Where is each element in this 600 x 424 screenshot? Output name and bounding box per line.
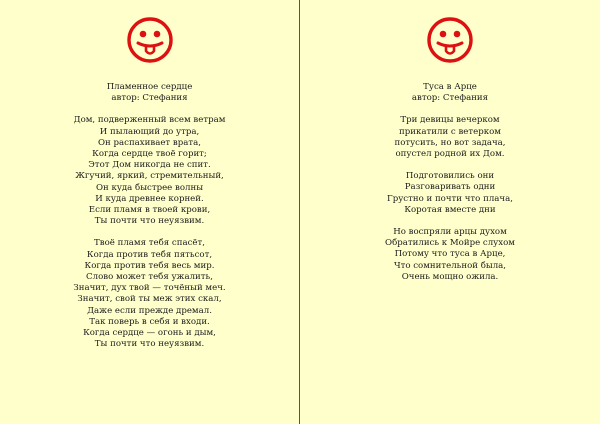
smiley-tongue-icon xyxy=(126,16,174,64)
poem-line: Потому что туса в Арце, xyxy=(394,249,506,260)
poem-line: Значит, свой ты меж этих скал, xyxy=(77,294,222,305)
poem-line: Разговаривать одни xyxy=(404,182,496,193)
poem-line: Коротая вместе дни xyxy=(404,204,496,215)
stanza xyxy=(0,238,299,350)
poem-line: Обратились к Мойре слухом xyxy=(385,238,515,249)
stanza xyxy=(300,115,600,160)
poem-line: Очень мощно ожила. xyxy=(401,271,499,282)
poem-line: Жгучий, яркий, стремительный, xyxy=(75,171,224,182)
poem-title: Пламенное сердце xyxy=(106,82,193,92)
right-page xyxy=(300,0,600,424)
stanza xyxy=(300,171,600,216)
poem-author: автор: Стефания xyxy=(411,93,489,104)
poem-line: Но воспряли арцы духом xyxy=(393,227,507,238)
poem-line: Этот Дом никогда не спит. xyxy=(88,160,211,171)
poem-line: Твоё пламя тебя спасёт, xyxy=(94,238,205,249)
poem-line: потусить, но вот задача, xyxy=(394,137,506,148)
poem-line: И пылающий до утра, xyxy=(99,126,200,137)
poem-line: Три девицы вечерком xyxy=(400,115,500,126)
poem-line: Грустно и почти что плача, xyxy=(387,193,513,204)
poem-line: Значит, дух твой — точёный меч. xyxy=(73,283,226,294)
poem-title: Туса в Арце xyxy=(423,82,477,92)
stanza xyxy=(300,227,600,283)
stanza xyxy=(0,115,299,227)
poem-line: Когда против тебя весь мир. xyxy=(84,260,215,271)
smiley-tongue-icon xyxy=(426,16,474,64)
poem-line: Что сомнительной была, xyxy=(393,260,507,271)
poem-line: И куда древнее корней. xyxy=(95,193,204,204)
poem-author: автор: Стефания xyxy=(111,93,188,104)
poem-line: Даже если прежде дремал. xyxy=(87,305,212,316)
poem-line: Если пламя в твоей крови, xyxy=(88,205,211,216)
poem-line: опустел родной их Дом. xyxy=(395,149,505,160)
poem-left xyxy=(0,82,299,350)
poem-line: Когда сердце твоё горит; xyxy=(92,149,207,160)
poem-line: Подготовились они xyxy=(405,171,495,182)
poem-line: Он куда быстрее волны xyxy=(95,182,204,193)
poem-line: Так поверь в себя и входи. xyxy=(89,316,210,327)
poem-line: Когда против тебя пятьсот, xyxy=(86,249,213,260)
poem-line: Ты почти что неуязвим. xyxy=(94,339,205,350)
poem-line: Он распахивает врата, xyxy=(98,137,201,148)
poem-line: Дом, подверженный всем ветрам xyxy=(73,115,226,126)
poem-line: Когда сердце — огонь и дым, xyxy=(83,328,216,339)
poem-line: Слово может тебя ужалить, xyxy=(86,272,213,283)
poem-right xyxy=(300,82,600,283)
poem-line: прикатили с ветерком xyxy=(399,126,501,137)
poem-line: Ты почти что неуязвим. xyxy=(94,216,205,227)
